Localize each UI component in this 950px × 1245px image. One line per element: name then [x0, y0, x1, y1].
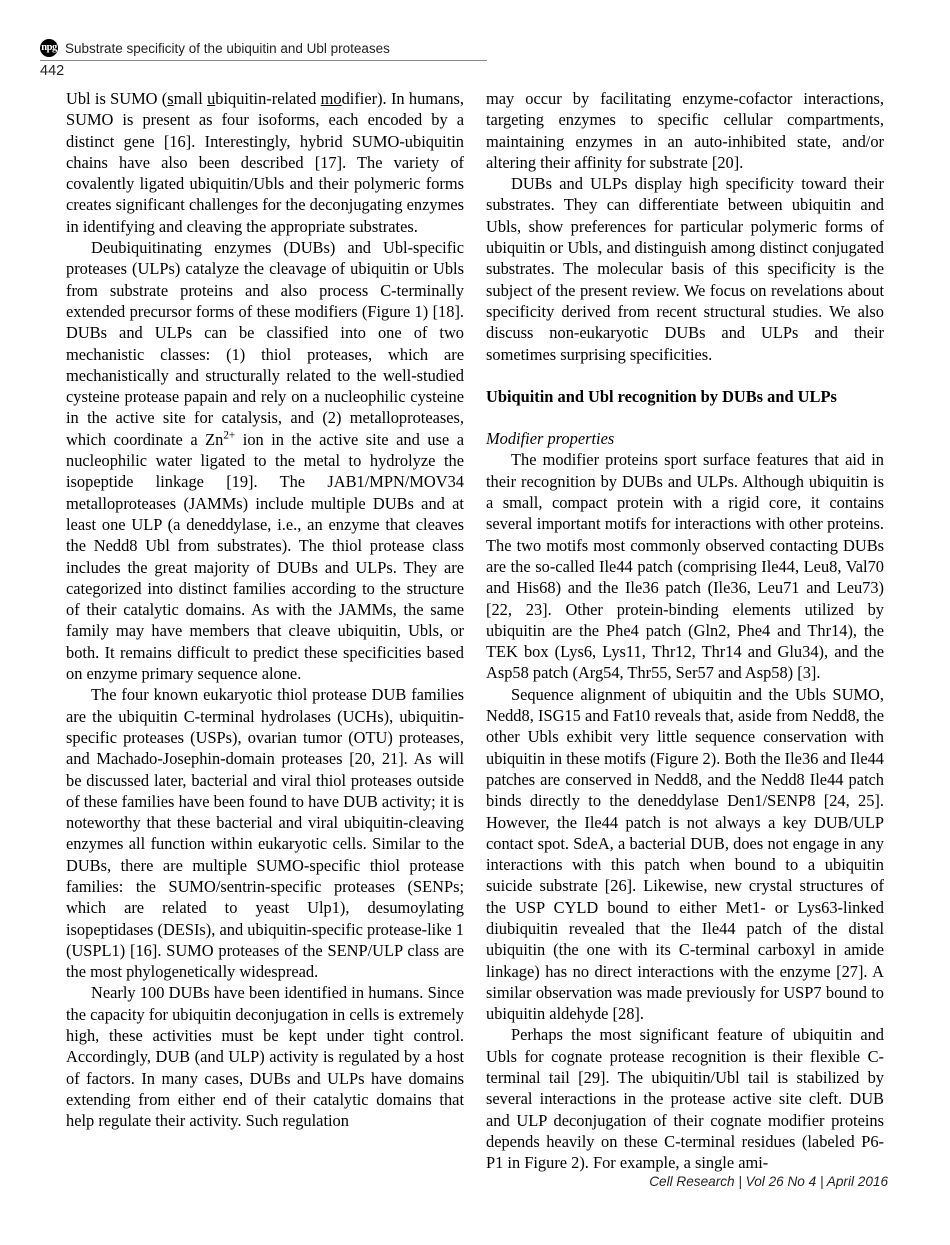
underlined-u: u: [207, 89, 216, 108]
paragraph-regulation-continued: may occur by facilitating enzyme-cofactor interactions, targeting enzymes to specific cellular compartments, maintaining enzymes in an auto-inhibited state, and/or altering their affinity for substrate [20].: [486, 89, 884, 172]
paragraph-dubs-ulps-classes: [66, 237, 464, 684]
superscript-charge: 2+: [223, 429, 236, 442]
text-run: mall: [173, 89, 208, 108]
paragraph-specificity-overview: DUBs and ULPs display high specificity toward their substrates. They can differentiate between ubiquitin and Ubls, show preferences for particular polymeric forms of ubiquitin or Ubls, and distinguish among distinct conjugated substrates. The molecular basis of this specificity is the subject of the present review. We focus on revelations about specificity derived from recent structural studies. We also discuss non-eukaryotic DUBs and ULPs and their sometimes surprising specificities.: [486, 174, 884, 364]
subsection-heading: Modifier properties: [486, 429, 615, 449]
paragraph-c-terminal-tail: Perhaps the most significant feature of ubiquitin and Ubls for cognate protease recognition is their flexible C-terminal tail [29]. The ubiquitin/Ubl tail is stabilized by several interactions in the protease active site cleft. DUB and ULP deconjugation of their cognate modifier proteins depends heavily on these C-terminal residues (labeled P6-P1 in Figure 2). For example, a single ami-: [486, 1025, 884, 1173]
paragraph-dub-families: The four known eukaryotic thiol protease DUB families are the ubiquitin C-terminal hydrolases (UCHs), ubiquitin-specific proteases (USPs), ovarian tumor (OTU) proteases, and Machado-Josephin-domain proteases [20, 21]. As will be discussed later, bacterial and viral thiol proteases outside of these families have been found to have DUB activity; it is noteworthy that these bacterial and viral ubiquitin-cleaving enzymes all function within eukaryotic cells. Similar to the DUBs, there are multiple SUMO-specific thiol protease families: the SUMO/sentrin-specific proteases (SENPs; which are related to yeast Ulp1), desumoylating isopeptidases (DESIs), and ubiquitin-specific protease-like 1 (USPL1) [16]. SUMO proteases of the SENP/ULP class are the most phylogenetically widespread.: [66, 685, 464, 982]
paragraph-modifier-surface-features: The modifier proteins sport surface features that aid in their recognition by DUBs and ULPs. Although ubiquitin is a small, compact protein with a rigid core, it contains several important motifs for interactions with other proteins. The two motifs most commonly observed contacting DUBs are the so-called Ile44 patch (comprising Ile44, Leu8, Val70 and His68) and the Ile36 patch (Ile36, Leu71 and Leu73) [22, 23]. Other protein-binding elements utilized by ubiquitin are the Phe4 patch (Gln2, Phe4 and Thr14), the TEK box (Lys6, Lys11, Thr12, Thr14 and Glu34), and the Asp58 patch (Arg54, Thr55, Ser57 and Asp58) [3].: [486, 450, 884, 683]
page-number: 442: [40, 63, 65, 79]
text-run: difier). In humans, SUMO is present as four isoforms, each encoded by a distinct gene [16]. Interestingly, hybrid SUMO-ubiquitin chains have also been described [17]. The variety of covalently ligated ubiquitin/Ubls and their polymeric forms creates significant challenges for the deconjugating enzymes in identifying and cleaving the appropriate substrates.: [66, 89, 464, 236]
text-run: Deubiquitinating enzymes (DUBs) and Ubl-specific proteases (ULPs) catalyze the cleavage of ubiquitin or Ubls from substrate proteins and also process C-terminally extended precursor forms of these modifiers (Figure 1) [18]. DUBs and ULPs can be classified into one of two mechanistic classes: (1) thiol proteases, which are mechanistically and structurally related to the well-studied cysteine protease papain and rely on a nucleophilic cysteine in the active site for catalysis, and (2) metalloproteases, which coordinate a Zn: [66, 238, 464, 449]
text-run: ion in the active site and use a nucleophilic water ligated to the metal to hydrolyze the isopeptide linkage [19]. The JAB1/MPN/MOV34 metalloproteases (JAMMs) include multiple DUBs and at least one ULP (a deneddylase, i.e., an enzyme that cleaves the Nedd8 Ubl from substrates). The thiol protease class includes the great majority of DUBs and ULPs. They are categorized into distinct families according to the structure of their catalytic domains. As with the JAMMs, the same family may have members that cleave ubiquitin, Ubls, or both. It remains difficult to predict these specificities based on enzyme primary sequence alone.: [66, 429, 464, 684]
header-divider: [40, 60, 487, 61]
underlined-mo: mo: [320, 89, 342, 108]
text-run: biquitin-related: [215, 89, 321, 108]
text-run: Ubl is SUMO (: [66, 89, 168, 108]
left-column: [66, 88, 464, 1174]
paragraph-dub-regulation: Nearly 100 DUBs have been identified in humans. Since the capacity for ubiquitin deconjugation in cells is extremely high, these activities must be kept under tight control. Accordingly, DUB (and ULP) activity is regulated by a host of factors. In many cases, DUBs and ULPs have domains extending from either end of their catalytic domains that help regulate their activity. Such regulation: [66, 983, 464, 1131]
section-heading: Ubiquitin and Ubl recognition by DUBs and ULPs: [486, 386, 837, 406]
running-head-title: Substrate specificity of the ubiquitin and Ubl proteases: [65, 40, 390, 56]
running-head: [40, 38, 490, 58]
paragraph-sequence-alignment: Sequence alignment of ubiquitin and the Ubls SUMO, Nedd8, ISG15 and Fat10 reveals that, aside from Nedd8, the other Ubls exhibit very little sequence conservation with ubiquitin in these motifs (Figure 2). Both the Ile36 and Ile44 patches are conserved in Nedd8, and the Nedd8 Ile44 patch binds directly to the deneddylase Den1/SENP8 [24, 25]. However, the Ile44 patch is not always a key DUB/ULP contact spot. SdeA, a bacterial DUB, does not engage in any interactions with this patch when bound to a ubiquitin suicide substrate [26]. Likewise, new crystal structures of the USP CYLD bound to either Met1- or Lys63-linked diubiquitin revealed that the Ile44 patch of the distal ubiquitin (the one with its C-terminal carboxyl in amide linkage) has no direct interactions with the enzyme [27]. A similar observation was made previously for USP7 bound to ubiquitin aldehyde [28].: [486, 684, 884, 1024]
body-columns: [0, 88, 950, 1174]
paragraph-ubl-sumo: [66, 88, 464, 237]
underlined-s: s: [167, 89, 174, 108]
npg-logo-icon: npg: [40, 39, 58, 57]
footer-citation: Cell Research | Vol 26 No 4 | April 2016: [649, 1174, 888, 1189]
right-column: [486, 88, 884, 1174]
